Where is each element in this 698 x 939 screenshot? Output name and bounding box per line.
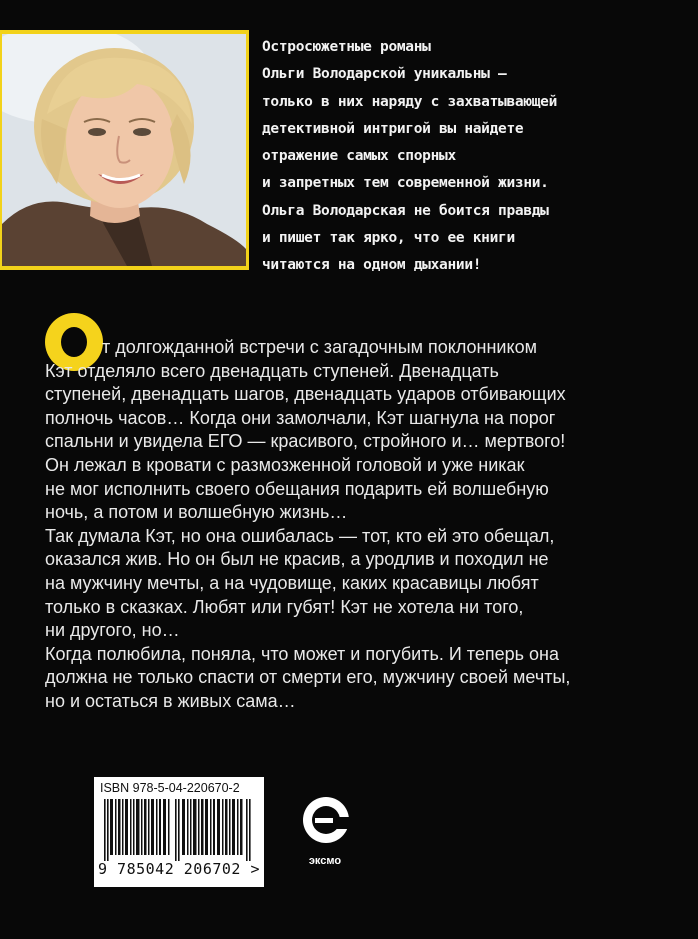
story-line: оказался жив. Но он был не красив, а уродлив и походил не — [45, 549, 549, 570]
story-line: не мог исполнить своего обещания подарить ей волшебную — [45, 478, 549, 499]
story-line: спальни и увидела ЕГО — красивого, стройного и… мертвого! — [45, 431, 566, 452]
blurb-line: Ольги Володарской уникальны — — [262, 66, 507, 83]
blurb-line: детективной интригой вы найдете — [262, 120, 524, 137]
story-line: но и остаться в живых сама… — [45, 690, 296, 711]
blurb-line: и запретных тем современной жизни. — [262, 175, 549, 192]
publisher-logo — [295, 797, 355, 869]
story-line: ни другого, но… — [45, 620, 180, 641]
story-synopsis — [45, 336, 665, 714]
story-line: ночь, а потом и волшебную жизнь… — [45, 502, 348, 523]
story-line: ступеней, двенадцать шагов, двенадцать ударов отбивающих — [45, 384, 566, 405]
blurb-line: Остросюжетные романы — [262, 39, 431, 55]
barcode-icon — [104, 799, 254, 861]
author-photo-frame — [0, 30, 249, 270]
story-line: полночь часов… Когда они замолчали, Кэт шагнула на порог — [45, 407, 556, 428]
story-line: т долгожданной встречи с загадочным поклонником — [102, 337, 537, 357]
author-blurb — [262, 34, 682, 280]
isbn-barcode-box — [94, 777, 264, 887]
barcode-digits: 9 785042 206702 > — [98, 860, 261, 878]
story-line: на мужчину мечты, а на чудовище, каких красавицы любят — [45, 572, 539, 593]
story-line: только в сказках. Любят или губят! Кэт не хотела ни того, — [45, 596, 524, 617]
story-line: Он лежал в кровати с размозженной головой и уже никак — [45, 454, 525, 475]
story-line: Кэт отделяло всего двенадцать ступеней. Двенадцать — [45, 360, 499, 381]
eksmo-logo-icon — [303, 797, 349, 843]
story-line: должна не только спасти от смерти его, мужчину своей мечты, — [45, 667, 571, 688]
publisher-name: эксмо — [308, 855, 342, 867]
isbn-label: ISBN 978-5-04-220670-2 — [100, 781, 240, 795]
blurb-line: читаются на одном дыхании! — [262, 257, 482, 274]
blurb-line: Ольга Володарская не боится правды — [262, 202, 549, 219]
blurb-line: отражение самых спорных — [262, 148, 456, 165]
blurb-line: и пишет так ярко, что ее книги — [262, 230, 515, 247]
author-photo — [2, 34, 246, 266]
story-line: Когда полюбила, поняла, что может и погубить. И теперь она — [45, 643, 559, 664]
story-line: Так думала Кэт, но она ошибалась — тот, кто ей это обещал, — [45, 525, 555, 546]
blurb-line: только в них наряду с захватывающей — [262, 93, 558, 110]
